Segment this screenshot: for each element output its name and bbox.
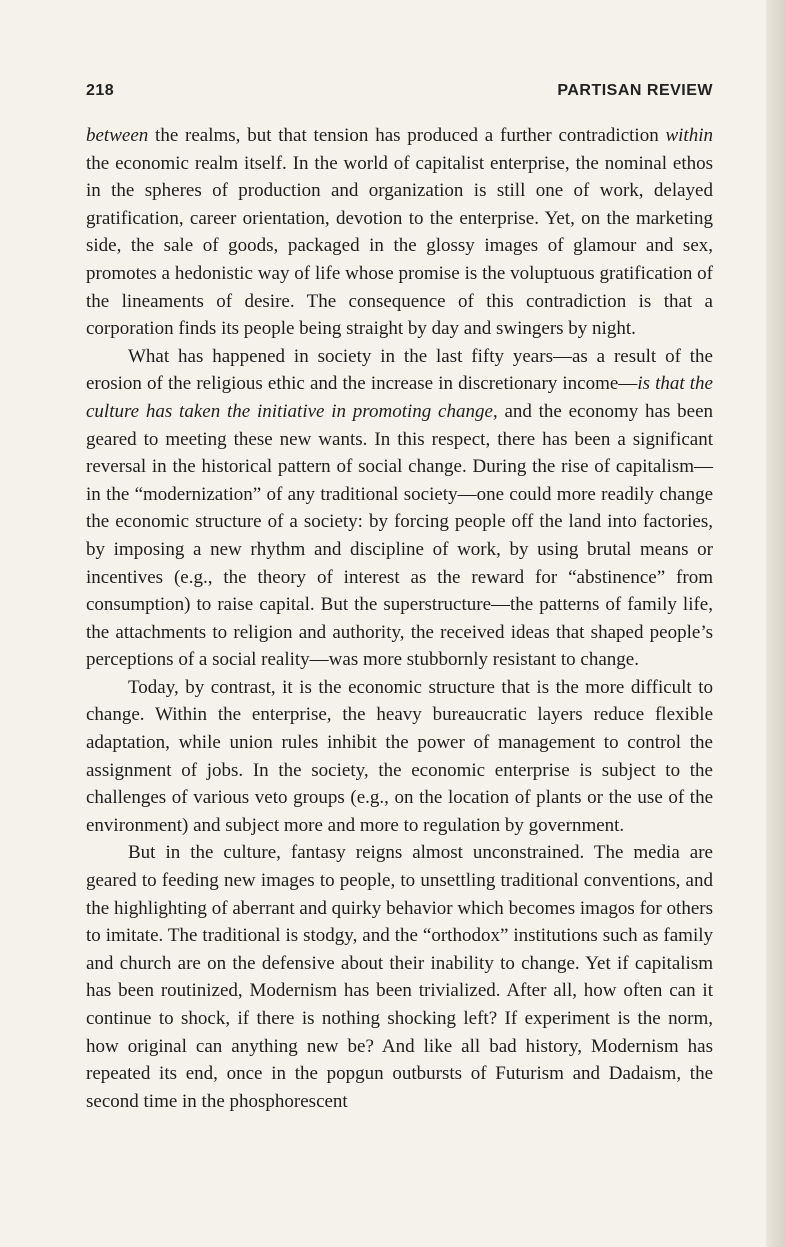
- paragraph-1: [86, 122, 713, 343]
- paragraph-2: [86, 343, 713, 674]
- paragraph-4: [86, 839, 713, 1115]
- text-run: Today, by contrast, it is the economic structure that is the more difficult to change. Within the enterprise, the heavy bureaucratic layers reduce flexible adaptation, while union rules inhibit the power of management to control the assignment of jobs. In the society, the economic enterprise is subject to the challenges of various veto groups (e.g., on the location of plants or the use of the environment) and subject more and more to regulation by government.: [86, 676, 713, 836]
- paragraph-3: [86, 674, 713, 840]
- text-run: between: [86, 125, 149, 146]
- body-text: [86, 122, 713, 1115]
- text-run: is that the culture has taken the initiative in promoting change,: [86, 373, 713, 422]
- page-number: 218: [86, 82, 115, 99]
- text-run: within: [665, 125, 713, 146]
- text-run: But in the culture, fantasy reigns almost unconstrained. The media are geared to feeding new images to people, to unsettling traditional conventions, and the highlighting of aberrant and quirky behavior which becomes imagos for others to imitate. The traditional is stodgy, and the “orthodox” institutions such as family and church are on the defensive about their inability to change. Yet if capitalism has been routinized, Modernism has been trivialized. After all, how often can it continue to shock, if there is nothing shocking left? If experiment is the norm, how original can anything new be? And like all bad history, Modernism has repeated its end, once in the popgun outbursts of Futurism and Dadaism, the second time in the phosphorescent: [86, 842, 713, 1112]
- text-run: the realms, but that tension has produced a further contradiction: [148, 125, 666, 146]
- text-run: the economic realm itself. In the world of capitalist enterprise, the nominal ethos in the spheres of production and organization is still one of work, delayed gratification, career orientation, devotion to the enterprise. Yet, on the marketing side, the sale of goods, packaged in the glossy images of glamour and sex, promotes a hedonistic way of life whose promise is the voluptuous gratification of the lineaments of desire. The consequence of this contradiction is that a corporation finds its people being straight by day and swingers by night.: [86, 152, 713, 340]
- journal-title: PARTISAN REVIEW: [557, 82, 713, 99]
- page-edge-shadow: [766, 0, 785, 1247]
- running-header: [86, 82, 713, 106]
- text-run: and the economy has been geared to meeting these new wants. In this respect, there has been a significant reversal in the historical pattern of social change. During the rise of capitalism—in the “modernization” of any traditional society—one could more readily change the economic structure of a society: by forcing people off the land into factories, by imposing a new rhythm and discipline of work, by using brutal means or incentives (e.g., the theory of interest as the reward for “abstinence” from consumption) to raise capital. But the superstructure—the patterns of family life, the attachments to religion and authority, the received ideas that shaped people’s perceptions of a social reality—was more stubbornly resistant to change.: [86, 400, 714, 671]
- text-run: What has happened in society in the last fifty years—as a result of the erosion of the religious ethic and the increase in discretionary income—: [86, 345, 713, 395]
